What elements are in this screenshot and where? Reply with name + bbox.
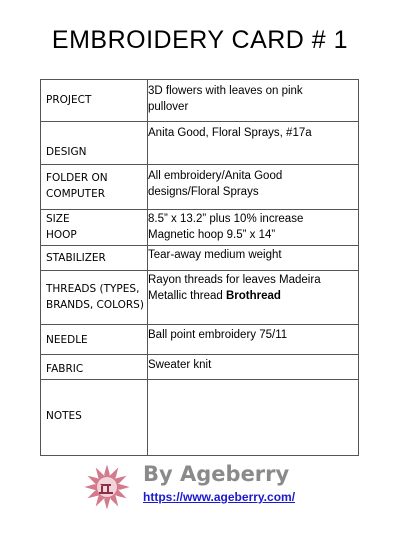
value-threads-bold: Brothread [226, 290, 281, 302]
value-size: 8.5” x 13.2” plus 10% increase [148, 213, 304, 225]
table-row-threads [41, 271, 359, 325]
value-needle: Ball point embroidery 75/11 [148, 329, 288, 341]
table-row-fabric [41, 355, 359, 380]
value-project [148, 80, 358, 115]
label-cell [41, 380, 148, 456]
value-cell [148, 325, 359, 355]
label-hoop: HOOP [46, 229, 77, 241]
brand-name: By Ageberry [143, 462, 290, 486]
value-cell [148, 246, 359, 271]
label-folder-line2: COMPUTER [46, 188, 106, 200]
card-title: EMBROIDERY CARD # 1 [51, 26, 349, 54]
table-row-project [41, 80, 359, 122]
table-row-stabilizer [41, 246, 359, 271]
label-folder-line1: FOLDER ON [46, 172, 108, 184]
value-folder-line2: designs/Floral Sprays [148, 186, 259, 198]
label-cell [41, 271, 148, 325]
value-cell [148, 355, 359, 380]
label-project: PROJECT [46, 94, 92, 106]
value-fabric: Sweater knit [148, 359, 212, 371]
value-cell [148, 122, 359, 165]
label-cell [41, 325, 148, 355]
value-cell [148, 210, 359, 246]
label-design: DESIGN [46, 146, 87, 158]
website-link[interactable]: https://www.ageberry.com/ [143, 490, 296, 504]
label-stabilizer: STABILIZER [46, 252, 106, 264]
table-row-folder [41, 165, 359, 210]
sewing-machine-flower-logo-icon [82, 462, 132, 512]
value-cell [148, 80, 359, 122]
label-cell [41, 80, 148, 122]
value-cell [148, 271, 359, 325]
value-project-line2: pullover [148, 101, 189, 113]
table-row-notes [41, 380, 359, 456]
label-cell [41, 246, 148, 271]
value-threads [148, 271, 358, 304]
value-design: Anita Good, Floral Sprays, #17a [148, 127, 312, 139]
label-fabric: FABRIC [46, 363, 84, 375]
value-size-hoop [148, 210, 358, 243]
table-row-design [41, 122, 359, 165]
value-threads-line2: Metallic thread [148, 290, 223, 302]
label-cell [41, 122, 148, 165]
value-folder-line1: All embroidery/Anita Good [148, 170, 283, 182]
label-threads [41, 271, 147, 313]
embroidery-card-table [40, 79, 359, 456]
value-folder [148, 165, 358, 200]
label-size-hoop [41, 210, 147, 243]
value-cell [148, 165, 359, 210]
value-stabilizer: Tear-away medium weight [148, 249, 282, 261]
label-needle: NEEDLE [46, 334, 88, 346]
table-row-needle [41, 325, 359, 355]
label-size: SIZE [46, 213, 70, 225]
value-project-line1: 3D flowers with leaves on pink [148, 85, 303, 97]
table-row-size-hoop [41, 210, 359, 246]
label-cell [41, 355, 148, 380]
value-hoop: Magnetic hoop 9.5” x 14” [148, 229, 276, 241]
label-cell [41, 210, 148, 246]
value-cell [148, 380, 359, 456]
label-folder [41, 165, 147, 202]
label-threads-line1: THREADS (TYPES, [46, 283, 140, 295]
label-threads-line2: BRANDS, COLORS) [46, 299, 144, 311]
label-notes: NOTES [46, 410, 82, 422]
label-cell [41, 165, 148, 210]
value-threads-line1: Rayon threads for leaves Madeira [148, 274, 321, 286]
